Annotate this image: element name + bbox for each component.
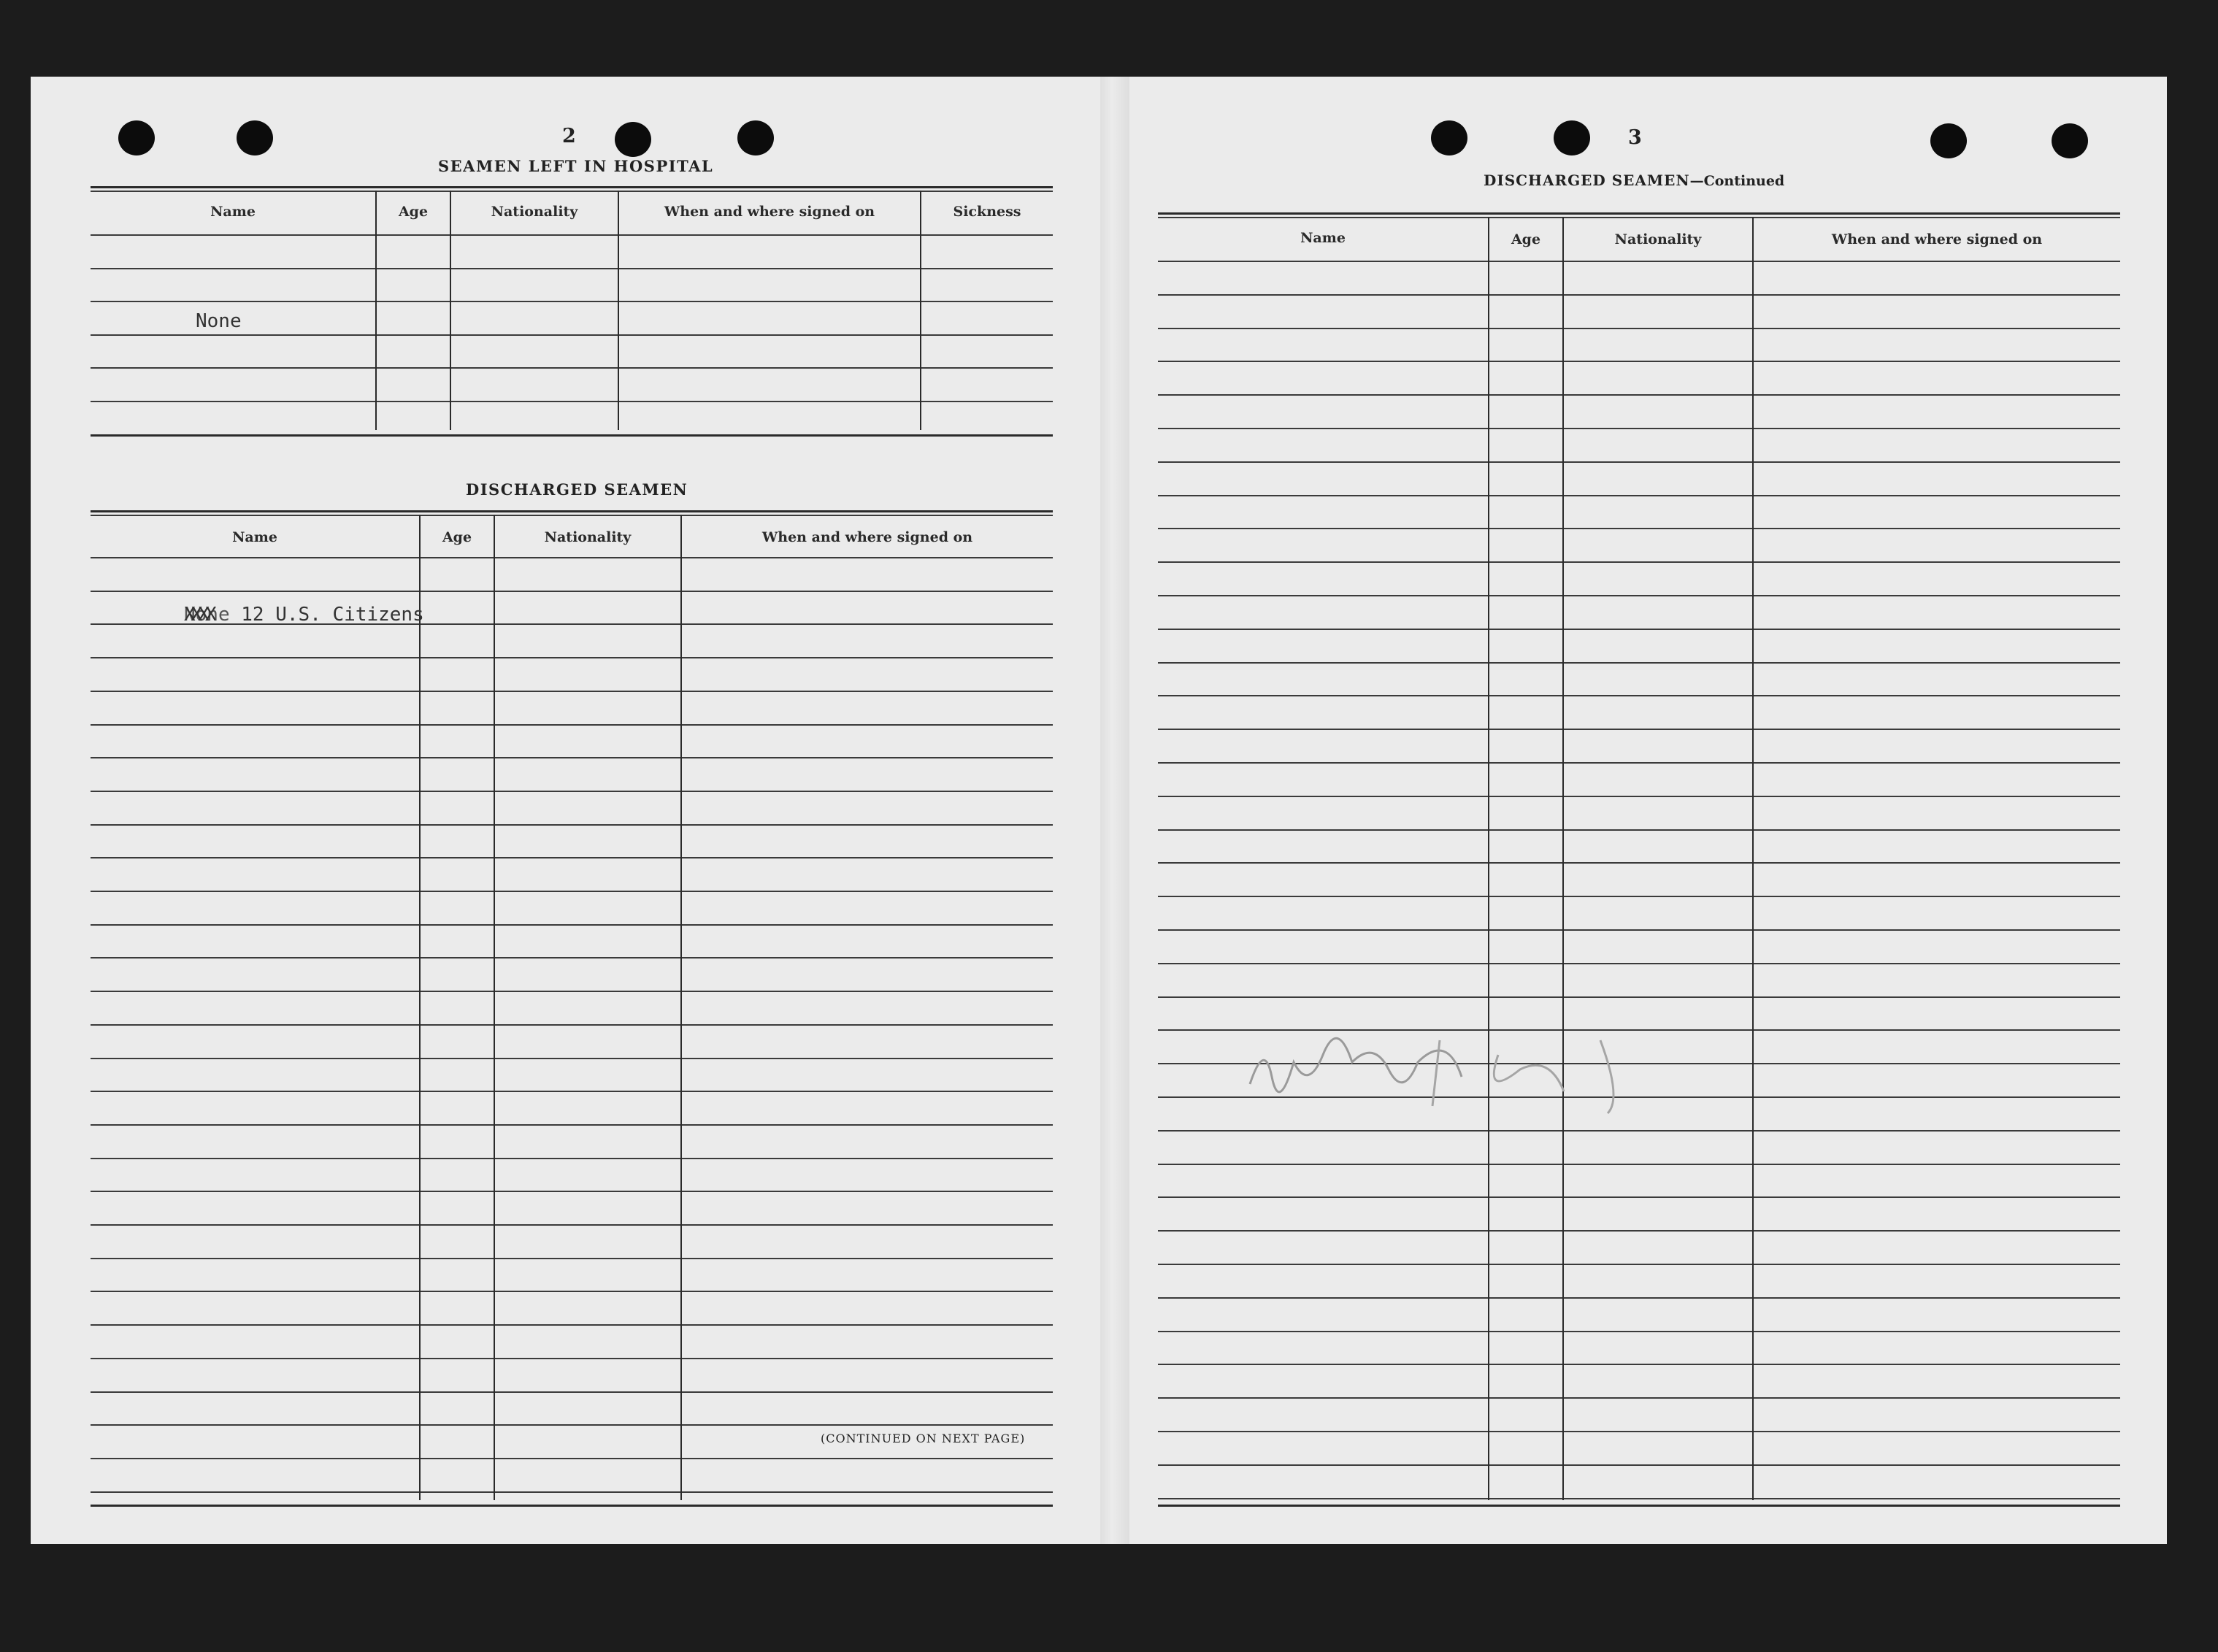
- table-bottom-rule: [91, 1505, 1053, 1507]
- faint-handwritten-mark: [1221, 996, 1673, 1128]
- table-row-rule: [1158, 1331, 2120, 1332]
- table-row-rule: [91, 1291, 1053, 1292]
- table-row-rule: [1158, 929, 2120, 931]
- table-row-rule: [1158, 561, 2120, 563]
- table-row-rule: [91, 1258, 1053, 1259]
- table-row-rule: [91, 657, 1053, 658]
- table-row-rule: [1158, 261, 2120, 262]
- column-divider: [450, 191, 451, 430]
- table-row-rule: [1158, 394, 2120, 396]
- table-top-rule: [1158, 217, 2120, 218]
- punch-hole: [1930, 123, 1967, 158]
- discharged-continued-title: [1484, 172, 1784, 189]
- punch-hole: [237, 120, 273, 155]
- table-row-rule: [1158, 1264, 2120, 1265]
- discharged-continued-title-main: DISCHARGED SEAMEN: [1484, 172, 1690, 189]
- table-row-rule: [1158, 662, 2120, 664]
- discharged-continued-table: [1158, 212, 2120, 1503]
- table-row-rule: [1158, 1297, 2120, 1299]
- page-fold: [1100, 77, 1129, 1544]
- column-divider: [618, 191, 619, 430]
- table-row-rule: [1158, 762, 2120, 764]
- table-row-rule: [91, 1058, 1053, 1059]
- table-row-rule: [1158, 428, 2120, 429]
- col-header-age: Age: [1511, 231, 1541, 247]
- table-row-rule: [91, 234, 1053, 236]
- col-header-sickness: Sickness: [953, 204, 1021, 220]
- table-row-rule: [1158, 896, 2120, 897]
- table-top-rule: [91, 510, 1053, 512]
- table-row-rule: [1158, 1397, 2120, 1399]
- table-row-rule: [1158, 1431, 2120, 1432]
- table-row-rule: [91, 301, 1053, 302]
- table-row-rule: [1158, 695, 2120, 696]
- col-header-name: Name: [1300, 230, 1346, 246]
- table-row-rule: [1158, 1164, 2120, 1165]
- column-divider: [1488, 217, 1489, 1500]
- table-row-rule: [91, 1091, 1053, 1092]
- table-row-rule: [1158, 1230, 2120, 1232]
- table-row-rule: [91, 268, 1053, 269]
- table-row-rule: [91, 757, 1053, 758]
- table-top-rule: [91, 191, 1053, 192]
- table-row-rule: [91, 957, 1053, 958]
- column-divider: [375, 191, 377, 430]
- discharged-table: [91, 510, 1053, 1503]
- table-row-rule: [91, 1458, 1053, 1459]
- table-row-rule: [1158, 629, 2120, 630]
- struck-out-word: None XXXX: [184, 604, 230, 626]
- table-row-rule: [1158, 495, 2120, 496]
- table-row-rule: [91, 1491, 1053, 1493]
- table-row-rule: [1158, 461, 2120, 463]
- table-bottom-rule: [91, 434, 1053, 437]
- col-header-nationality: Nationality: [544, 529, 632, 545]
- punch-hole: [2052, 123, 2088, 158]
- table-row-rule: [91, 857, 1053, 858]
- table-top-rule: [1158, 212, 2120, 215]
- table-row-rule: [1158, 595, 2120, 596]
- table-row-rule: [1158, 361, 2120, 362]
- table-row-rule: [91, 334, 1053, 336]
- table-row-rule: [91, 791, 1053, 792]
- table-row-rule: [91, 1358, 1053, 1359]
- table-row-rule: [91, 1124, 1053, 1126]
- table-row-rule: [91, 891, 1053, 892]
- table-row-rule: [91, 1424, 1053, 1426]
- table-row-rule: [1158, 294, 2120, 296]
- table-row-rule: [1158, 1130, 2120, 1132]
- col-header-age: Age: [442, 529, 472, 545]
- table-row-rule: [1158, 1364, 2120, 1365]
- table-row-rule: [91, 691, 1053, 692]
- punch-hole: [615, 122, 651, 157]
- table-row-rule: [1158, 1464, 2120, 1466]
- punch-hole: [118, 120, 155, 155]
- page-number-left: 2: [562, 125, 576, 147]
- col-header-signed-on: When and where signed on: [761, 529, 973, 545]
- hospital-section-title: SEAMEN LEFT IN HOSPITAL: [438, 157, 714, 175]
- column-divider: [494, 515, 495, 1500]
- table-top-rule: [91, 515, 1053, 516]
- continued-note: (CONTINUED ON NEXT PAGE): [821, 1432, 1026, 1445]
- table-row-rule: [1158, 796, 2120, 797]
- table-row-rule: [1158, 729, 2120, 730]
- table-row-rule: [91, 1024, 1053, 1026]
- table-row-rule: [91, 367, 1053, 369]
- table-bottom-rule: [1158, 1505, 2120, 1507]
- hospital-entry: None: [196, 310, 242, 332]
- ledger-sheet: [31, 77, 2167, 1544]
- punch-hole: [737, 120, 774, 155]
- table-top-rule: [91, 186, 1053, 188]
- col-header-signed-on: When and where signed on: [1831, 231, 2043, 247]
- punch-hole: [1554, 120, 1590, 155]
- table-row-rule: [91, 591, 1053, 592]
- col-header-nationality: Nationality: [1614, 231, 1702, 247]
- table-row-rule: [91, 824, 1053, 826]
- table-row-rule: [1158, 829, 2120, 831]
- col-header-age: Age: [398, 204, 429, 220]
- table-row-rule: [1158, 328, 2120, 329]
- table-row-rule: [91, 1391, 1053, 1393]
- table-row-rule: [91, 724, 1053, 726]
- col-header-name: Name: [210, 204, 256, 220]
- discharged-entry-text: 12 U.S. Citizens: [241, 604, 424, 626]
- column-divider: [920, 191, 921, 430]
- discharged-entry: [184, 604, 424, 626]
- table-row-rule: [91, 924, 1053, 926]
- table-row-rule: [1158, 528, 2120, 529]
- table-row-rule: [91, 1324, 1053, 1326]
- table-row-rule: [91, 1158, 1053, 1159]
- column-divider: [1562, 217, 1564, 1500]
- table-row-rule: [1158, 862, 2120, 864]
- table-row-rule: [91, 557, 1053, 558]
- col-header-name: Name: [232, 529, 277, 545]
- table-row-rule: [91, 401, 1053, 402]
- col-header-nationality: Nationality: [491, 204, 578, 220]
- punch-hole: [1431, 120, 1467, 155]
- table-row-rule: [1158, 1196, 2120, 1198]
- column-divider: [419, 515, 421, 1500]
- column-divider: [1752, 217, 1754, 1500]
- discharged-section-title: DISCHARGED SEAMEN: [466, 480, 688, 499]
- table-row-rule: [1158, 963, 2120, 964]
- column-divider: [680, 515, 682, 1500]
- page-number-right: 3: [1628, 126, 1642, 149]
- discharged-continued-title-suffix: —Continued: [1689, 173, 1785, 189]
- table-row-rule: [91, 1224, 1053, 1226]
- table-row-rule: [1158, 1498, 2120, 1499]
- table-row-rule: [91, 1191, 1053, 1192]
- table-row-rule: [91, 991, 1053, 992]
- col-header-signed-on: When and where signed on: [664, 204, 875, 220]
